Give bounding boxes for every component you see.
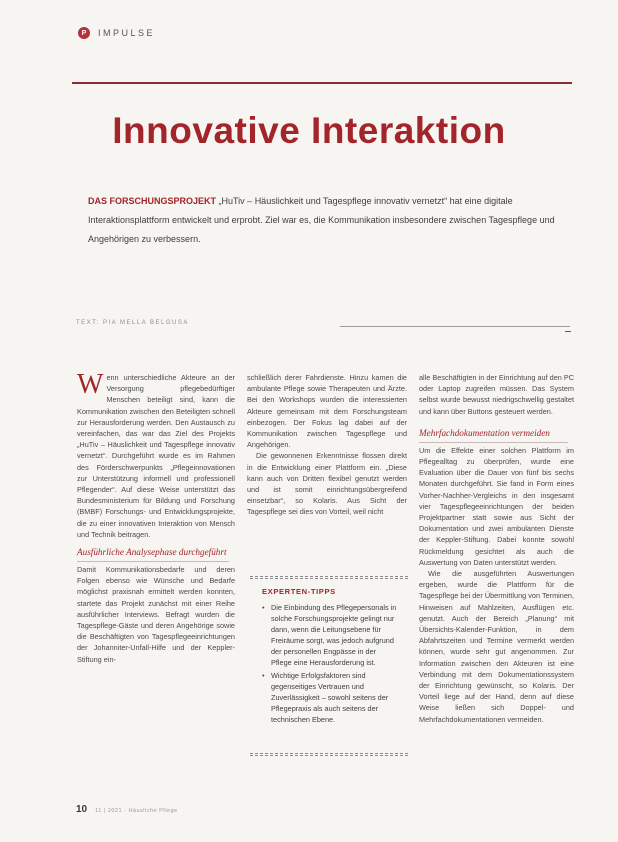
section-header [78, 27, 155, 39]
tip-item: • Wichtige Erfolgsfaktoren sind gegenseitiges Vertrauen und Zuverlässigkeit – sowohl seitens der Pflegepraxis als auch seitens der technischen Ebene. [262, 670, 398, 725]
page-number: 10 [76, 804, 88, 815]
subhead-divider [419, 442, 568, 443]
subhead-divider [77, 561, 229, 562]
byline-divider-accent [565, 331, 571, 332]
tips-title: EXPERTEN-TIPPS [262, 587, 336, 596]
tips-bottom-rule [250, 753, 408, 756]
col3-paragraph-1: alle Beschäftigten in der Einrichtung auf den PC oder Laptop zugreifen müssen. Das System selbst wurde bewusst niedrigschwellig gestaltet und kann über Buttons gesteuert werden. [419, 373, 574, 416]
column-1 [77, 369, 235, 665]
col3-subhead: Mehrfachdokumentation vermeiden [419, 427, 550, 438]
section-label: IMPULSE [98, 28, 156, 38]
dropcap: W [77, 369, 104, 400]
column-3 [419, 372, 574, 725]
col1-paragraph-2: Damit Kommunikationsbedarfe und deren Folgen ebenso wie Wünsche und Bedarfe möglichst praxisnah ermittelt werden konnten, startete das Projekt zunächst mit einer Reihe ausführlicher Interviews. Befragt wurden die Tagespflege-Gäste und deren Angehörige sowie die Beschäftigten von Tagespflegeeinrichtungen der Johanniter-Unfall-Hilfe und der Keppler-Stiftung ein- [77, 565, 235, 664]
col3-paragraph-2: Um die Effekte einer solchen Plattform im Pflegealltag zu überprüfen, wurde eine Evaluation über die Dauer von fünf bis sechs Monaten durchgeführt. Sie fand in Form eines Vorher-Nachher-Vergleichs in den insgesamt vier Tagespflegeeinrichtungen der beiden Projektpartner statt sowie aus Sicht der Dokumentation und zwei ambulanten Dienste der Keppler-Stiftung. Dabei konnte sowohl Rückmeldung gesichtet als auch die Auswertung von Daten unterstützt werden. [419, 445, 574, 567]
col2-paragraph-1: schließlich derer Fahrdienste. Hinzu kamen die ambulante Pflege sowie Therapeuten und Ärzte. Bei den Workshops wurden die interessierten Akteure gemeinsam mit dem Forschungsteam einbezogen. Der Fokus lag dabei auf der Kommunikation zwischen Tagespflege und Angehörigen. [247, 373, 407, 450]
col2-paragraph-2: Die gewonnenen Erkenntnisse flossen direkt in die Entwicklung einer Plattform ein. „Diese kann auch von Dritten flexibel genutzt werden und ist somit einrichtungsübergreifend einsetzbar“, so Kolaris. Aus Sicht der Tagespflege sei dies von Vorteil, weil nicht [247, 451, 407, 517]
lead-text: „HuTiv – Häuslichkeit und Tagespflege innovativ vernetzt“ hat eine digitale Interaktionsplattform entwickelt und erprobt. Ziel war es, die Kommunikation insbesondere zwischen Tagespflege und Angehörigen zu verbessern. [88, 196, 555, 244]
tip-item: • Die Einbindung des Pflegepersonals in solche Forschungsprojekte gelingt nur dann, wenn die Leitungsebene für Freiräume sorgt, was jedoch aufgrund der personellen Engpässe in der Pflege eine Herausforderung ist. [262, 602, 398, 668]
section-badge-icon: P [78, 27, 90, 39]
col1-paragraph-1: Wenn unterschiedliche Akteure an der Versorgung pflegebedürftiger Menschen beteiligt sind, kann die Kommunikation zwischen den Beteiligten schnell zur Herausforderung werden. Den Austausch zu vereinfachen, das war das Ziel des Projekts „HuTiv – Häuslichkeit und Tagespflege innovativ vernetzt“. Durchgeführt wurde es im Rahmen des Förderschwerpunkts „Pflegeinnovationen zur Unterstützung informell und professionell Pflegender“. Auf diese Weise unterstützt das Bundesministerium für Bildung und Forschung (BMBF) Forschungs- und Entwicklungsprojekte, die zu einer innovativen Interaktion von Mensch und Technik beitragen. [77, 369, 235, 539]
page-footer [76, 804, 178, 815]
tips-top-rule [250, 576, 408, 579]
top-divider [72, 82, 572, 84]
byline: TEXT: PIA MELLA BELGUSA [76, 320, 189, 326]
col1-subhead: Ausführliche Analysephase durchgeführt [77, 547, 227, 558]
article-lead [88, 192, 568, 249]
article-title: Innovative Interaktion [112, 110, 506, 151]
expert-tips-box [250, 576, 408, 756]
column-2 [247, 372, 407, 518]
col3-paragraph-3: Wie die ausgeführten Auswertungen ergeben, wurde die Plattform für die Tagespflege bei der Übermittlung von Terminen, Hinweisen auf Mahlzeiten, Ausflügen etc. genutzt. Auch der Bereich „Planung“ mit Übersichts-Kalender-Funktion, in dem Abfahrtszeiten und Termine vermerkt werden können, wurde sehr gut angenommen. Zur Information zwischen den Akteuren ist eine Verbindung mit dem Dokumentationssystem der Einrichtung gewünscht, so Kolaris. Der Vorteil liege auf der Hand, denn auf diese Weise ließen sich Doppel- und Mehrfachdokumentationen vermeiden. [419, 569, 574, 724]
tips-list [262, 602, 398, 725]
footer-text: 11 | 2021 · Häusliche Pflege [95, 808, 178, 814]
lead-kicker: DAS FORSCHUNGSPROJEKT [88, 196, 217, 206]
byline-divider [340, 326, 570, 327]
